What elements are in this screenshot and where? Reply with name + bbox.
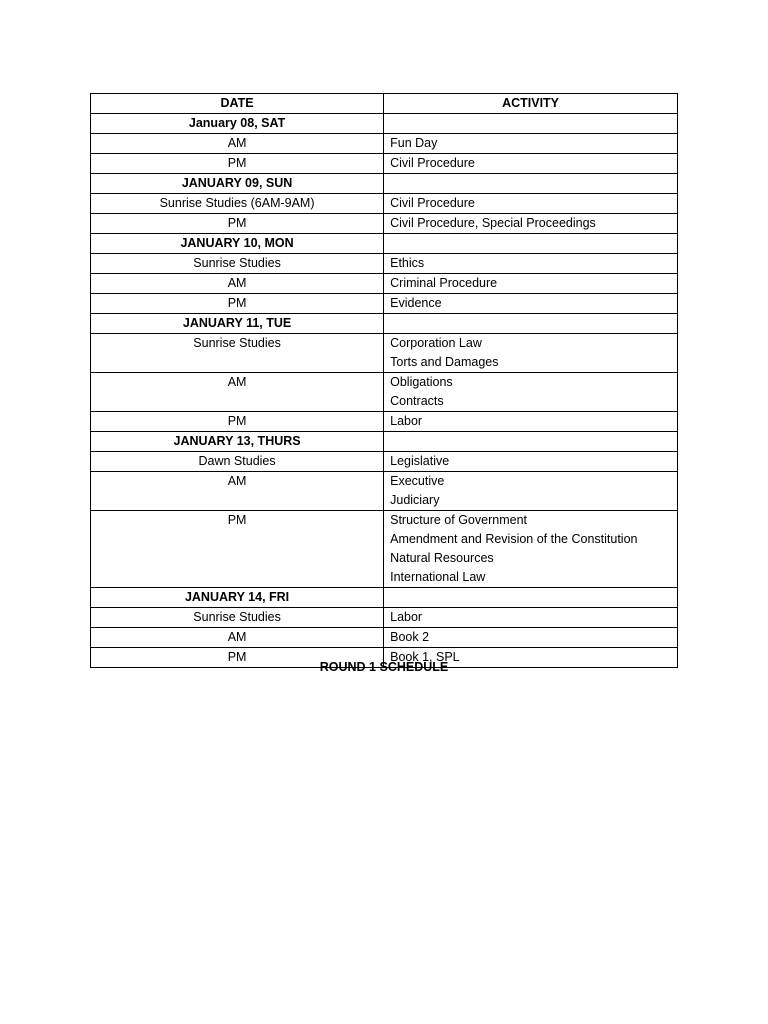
activity-cell — [384, 608, 678, 628]
activity-cell — [384, 134, 678, 154]
table-row — [91, 134, 678, 154]
day-label: JANUARY 09, SUN — [91, 174, 384, 194]
activity-cell — [384, 254, 678, 274]
day-label: JANUARY 10, MON — [91, 234, 384, 254]
day-header-row — [91, 588, 678, 608]
time-slot-cell: Sunrise Studies — [91, 254, 384, 274]
activity-cell — [384, 588, 678, 608]
activity-item: Book 2 — [390, 630, 430, 644]
table-row — [91, 154, 678, 174]
activity-cell — [384, 373, 678, 412]
time-slot-cell: AM — [91, 274, 384, 294]
activity-item: Fun Day — [390, 136, 438, 150]
activity-cell — [384, 214, 678, 234]
schedule-table — [90, 93, 678, 668]
activity-item: International Law — [390, 570, 486, 584]
date-column-header: DATE — [91, 94, 384, 114]
activity-item: Book 1, SPL — [390, 650, 460, 664]
activity-cell — [384, 334, 678, 373]
activity-item: Corporation Law — [390, 336, 482, 350]
activity-cell — [384, 234, 678, 254]
time-slot-cell: PM — [91, 294, 384, 314]
day-header-row — [91, 432, 678, 452]
activity-cell — [384, 628, 678, 648]
time-slot-cell: Sunrise Studies — [91, 608, 384, 628]
time-slot-cell: PM — [91, 648, 384, 668]
activity-item: Civil Procedure, Special Proceedings — [390, 216, 596, 230]
day-label: JANUARY 11, TUE — [91, 314, 384, 334]
time-slot-cell: PM — [91, 511, 384, 588]
day-header-row — [91, 314, 678, 334]
table-row — [91, 628, 678, 648]
activity-item: Criminal Procedure — [390, 276, 498, 290]
table-row — [91, 511, 678, 588]
time-slot-cell: PM — [91, 214, 384, 234]
activity-item: Contracts — [390, 394, 444, 408]
table-row — [91, 472, 678, 511]
activity-item: Amendment and Revision of the Constitution — [390, 532, 638, 546]
day-header-row — [91, 234, 678, 254]
activity-item: Torts and Damages — [390, 355, 499, 369]
table-row — [91, 412, 678, 432]
day-label: January 08, SAT — [91, 114, 384, 134]
table-header-row — [91, 94, 678, 114]
day-header-row — [91, 114, 678, 134]
activity-column-header: ACTIVITY — [384, 94, 678, 114]
day-label: JANUARY 14, FRI — [91, 588, 384, 608]
activity-item: Legislative — [390, 454, 450, 468]
time-slot-cell: Sunrise Studies (6AM-9AM) — [91, 194, 384, 214]
activity-item: Structure of Government — [390, 513, 527, 527]
activity-item: Labor — [390, 414, 423, 428]
activity-cell — [384, 194, 678, 214]
time-slot-cell: AM — [91, 472, 384, 511]
activity-cell — [384, 174, 678, 194]
activity-item: Civil Procedure — [390, 156, 475, 170]
activity-cell — [384, 432, 678, 452]
activity-cell — [384, 472, 678, 511]
table-row — [91, 452, 678, 472]
activity-item: Natural Resources — [390, 551, 494, 565]
time-slot-cell: PM — [91, 154, 384, 174]
activity-item: Obligations — [390, 375, 453, 389]
table-row — [91, 274, 678, 294]
activity-item: Labor — [390, 610, 423, 624]
activity-cell — [384, 314, 678, 334]
table-row — [91, 608, 678, 628]
table-caption: ROUND 1 SCHEDULE — [319, 660, 449, 674]
activity-cell — [384, 294, 678, 314]
table-row — [91, 214, 678, 234]
day-label: JANUARY 13, THURS — [91, 432, 384, 452]
table-row — [91, 254, 678, 274]
activity-cell — [384, 511, 678, 588]
time-slot-cell: AM — [91, 628, 384, 648]
time-slot-cell: Sunrise Studies — [91, 334, 384, 373]
activity-item: Evidence — [390, 296, 442, 310]
table-row — [91, 194, 678, 214]
day-header-row — [91, 174, 678, 194]
time-slot-cell: AM — [91, 373, 384, 412]
activity-cell — [384, 274, 678, 294]
activity-item: Judiciary — [390, 493, 440, 507]
time-slot-cell: Dawn Studies — [91, 452, 384, 472]
activity-item: Executive — [390, 474, 445, 488]
time-slot-cell: AM — [91, 134, 384, 154]
time-slot-cell: PM — [91, 412, 384, 432]
activity-cell — [384, 154, 678, 174]
activity-cell — [384, 412, 678, 432]
activity-cell — [384, 114, 678, 134]
table-row — [91, 294, 678, 314]
activity-item: Civil Procedure — [390, 196, 475, 210]
activity-cell — [384, 452, 678, 472]
table-row — [91, 334, 678, 373]
table-row — [91, 373, 678, 412]
activity-item: Ethics — [390, 256, 425, 270]
schedule-body — [91, 114, 678, 668]
